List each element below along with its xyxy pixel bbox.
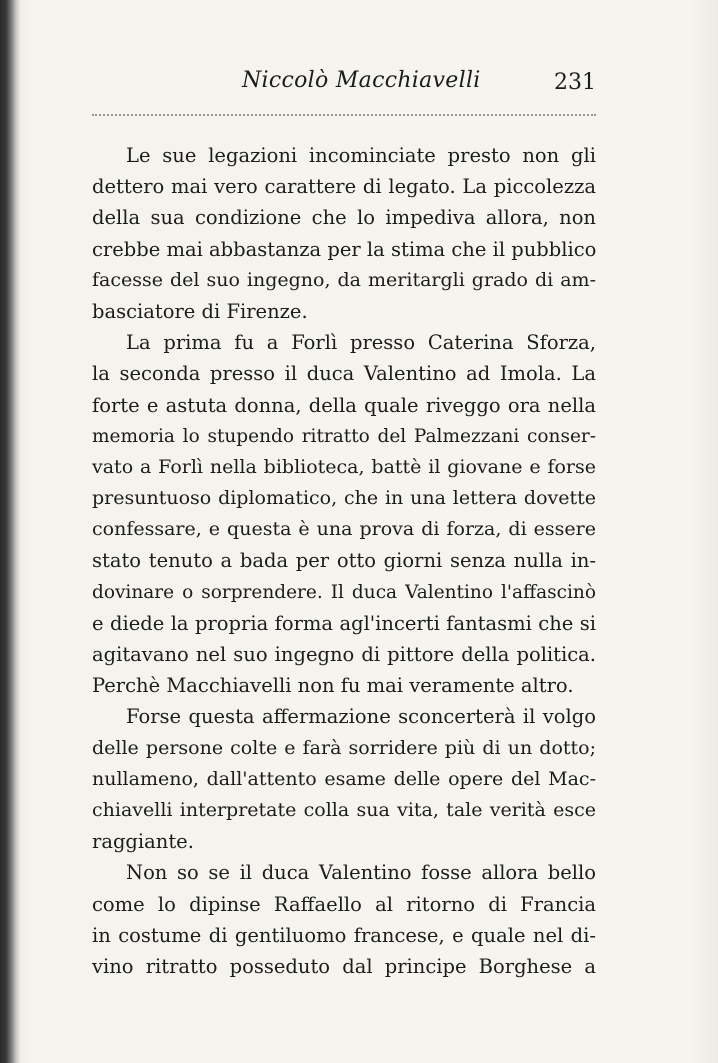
text-line: presuntuoso diplomatico, che in una lettera dovette [92, 487, 596, 510]
book-spine-shadow [0, 0, 20, 1063]
text-line: La prima fu a Forlì presso Caterina Sforza, [126, 331, 596, 355]
text-line: dovinare o sorprendere. Il duca Valentino l'affascinò [92, 581, 596, 603]
text-line: memoria lo stupendo ritratto del Palmezzani conser- [92, 425, 596, 447]
text-line: crebbe mai abbastanza per la stima che il pubblico [92, 237, 597, 261]
text-line: raggiante. [92, 830, 194, 854]
running-title: Niccolò Macchiavelli [242, 68, 481, 93]
text-line: la seconda presso il duca Valentino ad Imola. La [92, 362, 596, 386]
text-line: come lo dipinse Raffaello al ritorno di Francia [92, 892, 596, 916]
text-line: in costume di gentiluomo francese, e quale nel di- [92, 923, 596, 947]
text-line: Le sue legazioni incominciate presto non gli [126, 144, 596, 167]
text-line: vato a Forlì nella biblioteca, battè il giovane e forse [92, 455, 596, 478]
text-line: forte e astuta donna, della quale riveggo ora nella [92, 393, 596, 417]
text-line: confessare, e questa è una prova di forza, di essere [92, 518, 596, 541]
page-number: 231 [554, 70, 596, 95]
text-line: della sua condizione che lo impediva allora, non [92, 206, 596, 230]
body-text [92, 140, 596, 982]
text-line: e diede la propria forma agl'incerti fantasmi che si [92, 611, 596, 635]
header-dotted-rule [92, 114, 596, 116]
text-line: Perchè Macchiavelli non fu mai veramente altro. [92, 674, 574, 698]
text-line: dettero mai vero carattere di legato. La piccolezza [92, 175, 596, 199]
text-line: basciatore di Firenze. [92, 299, 308, 323]
text-line: agitavano nel suo ingegno di pittore della politica. [92, 643, 596, 666]
text-line: delle persone colte e farà sorridere più di un dotto; [92, 736, 596, 759]
page-header [92, 68, 596, 104]
text-line: Non so se il duca Valentino fosse allora bello [126, 861, 596, 885]
text-line: chiavelli interpretate colla sua vita, tale verità esce [92, 798, 596, 821]
text-line: stato tenuto a bada per otto giorni senza nulla in- [92, 549, 596, 573]
text-line: Forse questa affermazione sconcerterà il volgo [126, 705, 596, 729]
text-line: nullameno, dall'attento esame delle opere del Mac- [92, 767, 596, 790]
text-line: vino ritratto posseduto dal principe Borghese a [92, 954, 596, 978]
text-line: facesse del suo ingegno, da meritargli grado di am- [92, 268, 596, 291]
